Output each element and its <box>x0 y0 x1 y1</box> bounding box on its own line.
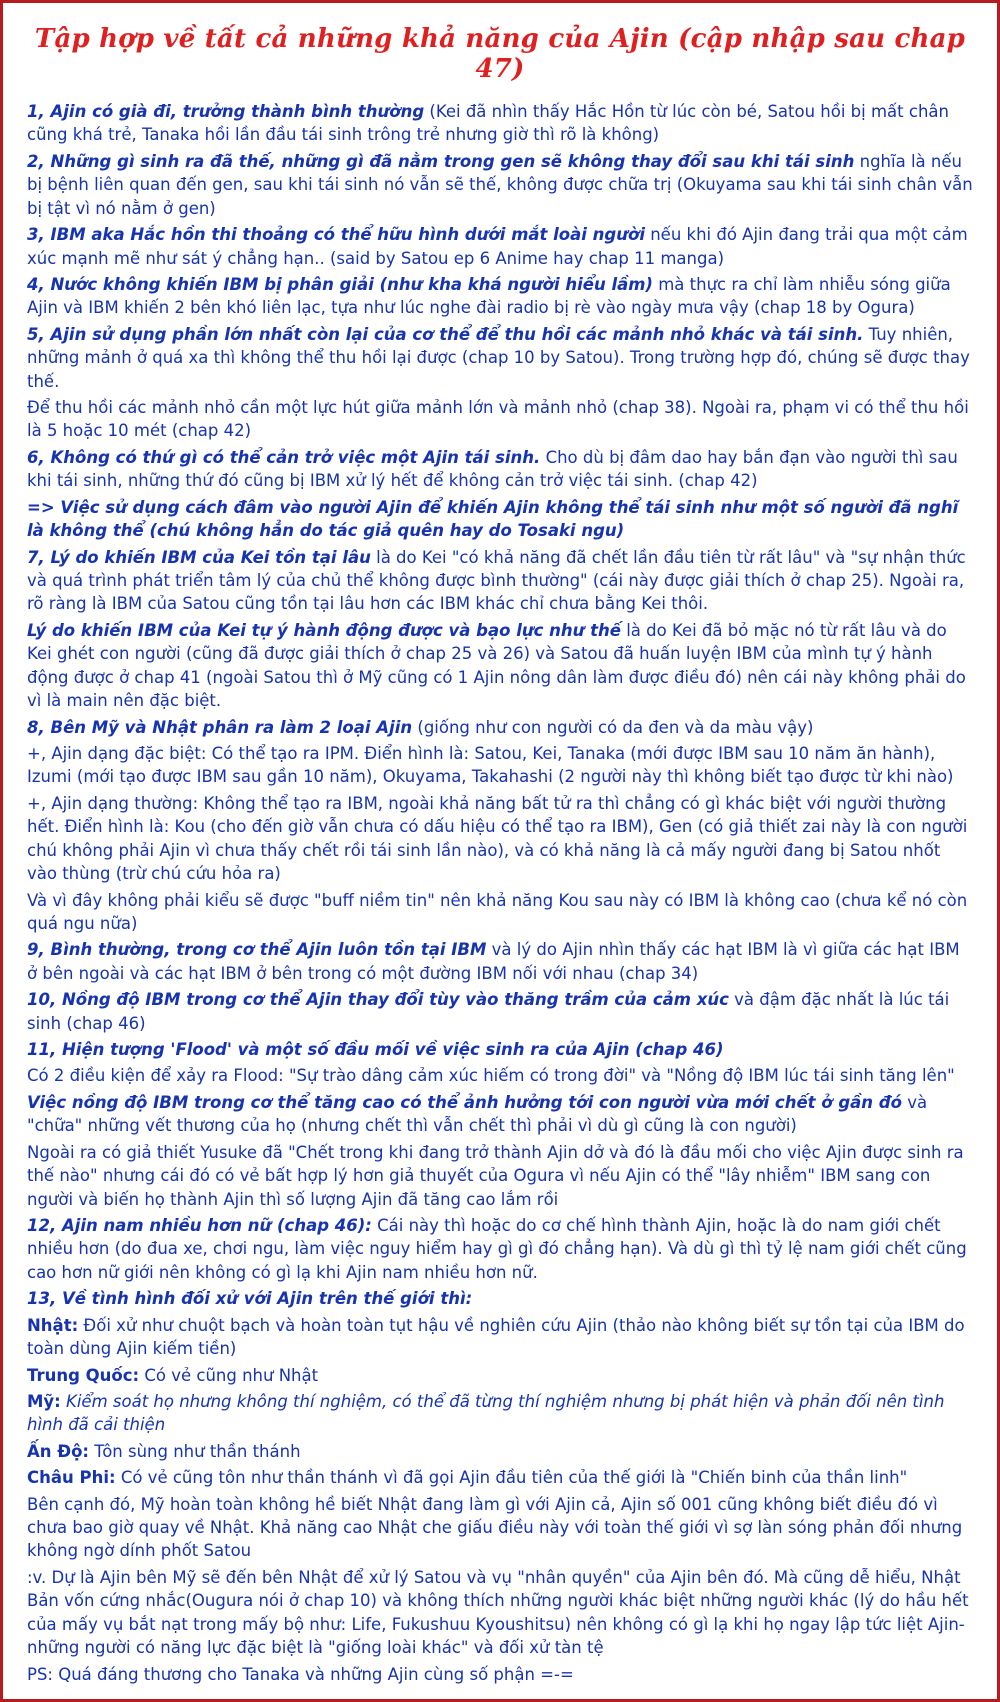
postscript <box>27 1663 973 1686</box>
country-india <box>27 1440 973 1463</box>
paragraph-11b <box>27 1091 973 1138</box>
paragraph-7-rest: là do Kei "có khả năng đã chết lần đầu tiên từ rất lâu" và "sự nhận thức và quá trình phát triển tâm lý của chủ thể không được bình thường" (cái này được giải thích ở chap 25). Ngoài ra, rõ ràng là IBM của Satou cũng tồn tại lâu hơn các IBM khác chỉ chưa bằng Kei thôi. <box>27 547 966 614</box>
paragraph-12 <box>27 1214 973 1284</box>
paragraph-7b-rest: là do Kei đã bỏ mặc nó từ rất lâu và do Kei ghét con người (cũng đã được giải thích ở chap 25 và 26) và Satou đã huấn luyện IBM của mình tự ý hành động được ở chap 41 (ngoài Satou thì ở Mỹ cũng có 1 Ajin nông dân làm được điều đó) nên cái này không phải do vì là main nên đặc biệt. <box>27 620 966 711</box>
paragraph-8c-text: Và vì đây không phải kiểu sẽ được "buff niềm tin" nên khả năng Kou sau này có IBM là không cao (chưa kể nó còn quá ngu nữa) <box>27 890 968 933</box>
paragraph-10 <box>27 988 973 1035</box>
paragraph-7b-lead: Lý do khiến IBM của Kei tự ý hành động được và bạo lực như thế <box>27 620 621 640</box>
paragraph-8b <box>27 792 973 886</box>
paragraph-11b-rest: và "chữa" những vết thương của họ (nhưng chết thì vẫn chết thì phải vì dù gì cũng là con người) <box>27 1092 928 1136</box>
paragraph-7b <box>27 619 973 713</box>
paragraph-5-rest: Tuy nhiên, những mảnh ở quá xa thì không thể thu hồi lại được (chap 10 by Satou). Trong trường hợp đó, chúng sẽ được thay thế. <box>27 324 970 391</box>
country-india-label: Ấn Độ: <box>27 1441 90 1461</box>
paragraph-1 <box>27 100 973 147</box>
country-japan-label: Nhật: <box>27 1315 79 1335</box>
paragraph-6 <box>27 446 973 493</box>
paragraph-6b-text: => Việc sử dụng cách đâm vào người Ajin để khiến Ajin không thể tái sinh như một số người đã nghĩ là không thể (chú không hẳn do tác giả quên hay do Tosaki ngu) <box>27 497 959 541</box>
paragraph-8 <box>27 716 973 739</box>
paragraph-9 <box>27 938 973 985</box>
paragraph-8c <box>27 889 973 936</box>
paragraph-2-lead: 2, Những gì sinh ra đã thế, những gì đã nằm trong gen sẽ không thay đổi sau khi tái sinh <box>27 151 855 171</box>
country-africa <box>27 1466 973 1489</box>
paragraph-2-rest: nghĩa là nếu bị bệnh liên quan đến gen, sau khi tái sinh nó vẫn sẽ thế, không được chữa trị (Okuyama sau khi tái sinh chân vẫn bị tật vì nó nằm ở gen) <box>27 151 973 218</box>
paragraph-10-rest: và đậm đặc nhất là lúc tái sinh (chap 46) <box>27 990 950 1033</box>
paragraph-2 <box>27 150 973 220</box>
paragraph-5-lead: 5, Ajin sử dụng phần lớn nhất còn lại của cơ thể để thu hồi các mảnh nhỏ khác và tái sinh. <box>27 324 864 344</box>
paragraph-9-rest: và lý do Ajin nhìn thấy các hạt IBM là vì giữa các hạt IBM ở bên ngoài và các hạt IBM ở bên trong có một đường IBM nối với nhau (chap 34) <box>27 940 960 983</box>
paragraph-6b <box>27 496 973 543</box>
paragraph-8-rest: (giống như con người có da đen và da màu vậy) <box>412 717 814 737</box>
country-japan <box>27 1314 973 1361</box>
paragraph-11a <box>27 1064 973 1087</box>
paragraph-3-lead: 3, IBM aka Hắc hồn thi thoảng có thể hữu hình dưới mắt loài người <box>27 225 645 245</box>
closing-paragraph-2-text: :v. Dự là Ajin bên Mỹ sẽ đến bên Nhật để xử lý Satou và vụ "nhân quyền" của Ajin bên đó. Mà cũng dễ hiểu, Nhật Bản vốn cứng nhắc(Ougura nói ở chap 10) và không thích những người khác biệt những người khác (lý do hầu hết của mấy vụ bắt nạt trong mấy bộ như: Life, Fukushuu Kyoushitsu) nên không có gì lạ khi họ ngay lập tức liệt Ajin-những người có năng lực đặc biệt là "giống loài khác" và đối xử tàn tệ <box>27 1567 969 1658</box>
country-usa-label: Mỹ: <box>27 1391 61 1411</box>
paragraph-1-rest: (Kei đã nhìn thấy Hắc Hồn từ lúc còn bé, Satou hồi bị mất chân cũng khá trẻ, Tanaka hồi lần đầu tái sinh trông trẻ nhưng giờ thì rõ là không) <box>27 102 949 145</box>
paragraph-5b <box>27 396 973 443</box>
paragraph-11-lead: 11, Hiện tượng 'Flood' và một số đầu mối về việc sinh ra của Ajin (chap 46) <box>27 1040 724 1060</box>
paragraph-1-lead: 1, Ajin có già đi, trưởng thành bình thường <box>27 102 425 121</box>
paragraph-7 <box>27 546 973 616</box>
paragraph-12-lead: 12, Ajin nam nhiều hơn nữ (chap 46): <box>27 1215 372 1235</box>
country-china-text: Có vẻ cũng như Nhật <box>139 1365 319 1385</box>
paragraph-13-lead: 13, Về tình hình đối xử với Ajin trên thế giới thì: <box>27 1289 473 1309</box>
paragraph-11a-text: Có 2 điều kiện để xảy ra Flood: "Sự trào dâng cảm xúc hiếm có trong đời" và "Nồng độ IBM lúc tái sinh tăng lên" <box>27 1066 955 1086</box>
paragraph-6-rest: Cho dù bị đâm dao hay bắn đạn vào người thì sau khi tái sinh, những thứ đó cũng bị IBM xử lý hết để không cản trở việc tái sinh. (chap 42) <box>27 447 958 491</box>
country-usa <box>27 1390 973 1437</box>
paragraph-8a <box>27 742 973 789</box>
paragraph-13 <box>27 1287 973 1310</box>
postscript-text: PS: Quá đáng thương cho Tanaka và những Ajin cùng số phận =-= <box>27 1664 574 1684</box>
paragraph-11b-lead: Việc nồng độ IBM trong cơ thể tăng cao có thể ảnh hưởng tới con người vừa mới chết ở gần đó <box>27 1092 902 1112</box>
paragraph-10-lead: 10, Nồng độ IBM trong cơ thể Ajin thay đổi tùy vào thăng trầm của cảm xúc <box>27 990 729 1010</box>
paragraph-9-lead: 9, Bình thường, trong cơ thể Ajin luôn tồn tại IBM <box>27 940 487 960</box>
paragraph-3 <box>27 223 973 270</box>
closing-paragraph-1-text: Bên cạnh đó, Mỹ hoàn toàn không hề biết Nhật đang làm gì với Ajin cả, Ajin số 001 cũng không biết điều đó vì chưa bao giờ quay về Nhật. Khả năng cao Nhật che giấu điều này với toàn thế giới vì sợ làn sóng phản đối nhưng không ngờ dính phốt Satou <box>27 1494 963 1561</box>
paragraph-8-lead: 8, Bên Mỹ và Nhật phân ra làm 2 loại Ajin <box>27 717 413 737</box>
paragraph-5 <box>27 323 973 393</box>
paragraph-4 <box>27 273 973 320</box>
country-china-label: Trung Quốc: <box>27 1365 140 1385</box>
paragraph-11c <box>27 1141 973 1211</box>
country-usa-text: Kiểm soát họ nhưng không thí nghiệm, có thể đã từng thí nghiệm nhưng bị phát hiện và phản đối nên tình hình đã cải thiện <box>27 1391 945 1435</box>
country-africa-text: Có vẻ cũng tôn như thần thánh vì đã gọi Ajin đầu tiên của thế giới là "Chiến binh của thần linh" <box>115 1468 908 1488</box>
country-africa-label: Châu Phi: <box>27 1468 116 1488</box>
page-title: Tập hợp về tất cả những khả năng của Ajin (cập nhập sau chap 47) <box>34 24 966 84</box>
country-india-text: Tôn sùng như thần thánh <box>89 1441 301 1461</box>
paragraph-3-rest: nếu khi đó Ajin đang trải qua một cảm xúc mạnh mẽ như sát ý chẳng hạn.. (said by Satou ep 6 Anime hay chap 11 manga) <box>27 225 968 268</box>
closing-paragraph-1 <box>27 1493 973 1563</box>
document-body <box>27 100 973 1686</box>
paragraph-4-rest: mà thực ra chỉ làm nhiễu sóng giữa Ajin và IBM khiến 2 bên khó liên lạc, tựa như lúc nghe đài radio bị rè vào ngày mưa vậy (chap 18 by Ogura) <box>27 274 951 318</box>
paragraph-8b-text: +, Ajin dạng thường: Không thể tạo ra IBM, ngoài khả năng bất tử ra thì chẳng có gì khác biệt với người thường hết. Điển hình là: Kou (cho đến giờ vẫn chưa có dấu hiệu có thể tạo ra IBM), Gen (có giả thiết zai này là con người chú không phải Ajin vì chưa thấy chết rồi tái sinh lần nào), và có khả năng là cả mấy người đang bị Satou nhốt vào thùng (trừ chú cứu hỏa ra) <box>27 793 968 884</box>
country-china <box>27 1364 973 1387</box>
paragraph-11 <box>27 1038 973 1061</box>
paragraph-6-lead: 6, Không có thứ gì có thể cản trở việc một Ajin tái sinh. <box>27 447 541 467</box>
paragraph-8a-text: +, Ajin dạng đặc biệt: Có thể tạo ra IPM. Điển hình là: Satou, Kei, Tanaka (mới được IBM sau 10 năm ăn hành), Izumi (mới tạo được IBM sau gần 10 năm), Okuyama, Takahashi (2 người này thì không biết tạo được từ khi nào) <box>27 743 954 787</box>
paragraph-4-lead: 4, Nước không khiến IBM bị phân giải (như kha khá người hiểu lầm) <box>27 274 653 294</box>
closing-paragraph-2 <box>27 1566 973 1660</box>
paragraph-7-lead: 7, Lý do khiến IBM của Kei tồn tại lâu <box>27 547 371 567</box>
paragraph-5b-text: Để thu hồi các mảnh nhỏ cần một lực hút giữa mảnh lớn và mảnh nhỏ (chap 38). Ngoài ra, phạm vi có thể thu hồi là 5 hoặc 10 mét (chap 42) <box>27 398 969 441</box>
paragraph-11c-text: Ngoài ra có giả thiết Yusuke đã "Chết trong khi đang trở thành Ajin dở và đó là đầu mối cho việc Ajin được sinh ra thế nào" nhưng cái đó có vẻ bất hợp lý hơn giả thuyết của Ogura vì nếu Ajin có thể "lây nhiễm" IBM sang con người và biến họ thành Ajin thì số lượng Ajin đã tăng cao lắm rồi <box>27 1142 964 1209</box>
country-japan-text: Đối xử như chuột bạch và hoàn toàn tụt hậu về nghiên cứu Ajin (thảo nào không biết sự tồn tại của IBM do toàn dùng Ajin kiếm tiền) <box>27 1315 965 1359</box>
paragraph-12-rest: Cái này thì hoặc do cơ chế hình thành Ajin, hoặc là do nam giới chết nhiều hơn (do đua xe, chơi ngu, làm việc nguy hiểm hay gì gì đó chẳng hạn). Và dù gì thì tỷ lệ nam giới chết cũng cao hơn nữ giới nên không có gì lạ khi Ajin nam nhiều hơn nữ. <box>27 1215 967 1282</box>
